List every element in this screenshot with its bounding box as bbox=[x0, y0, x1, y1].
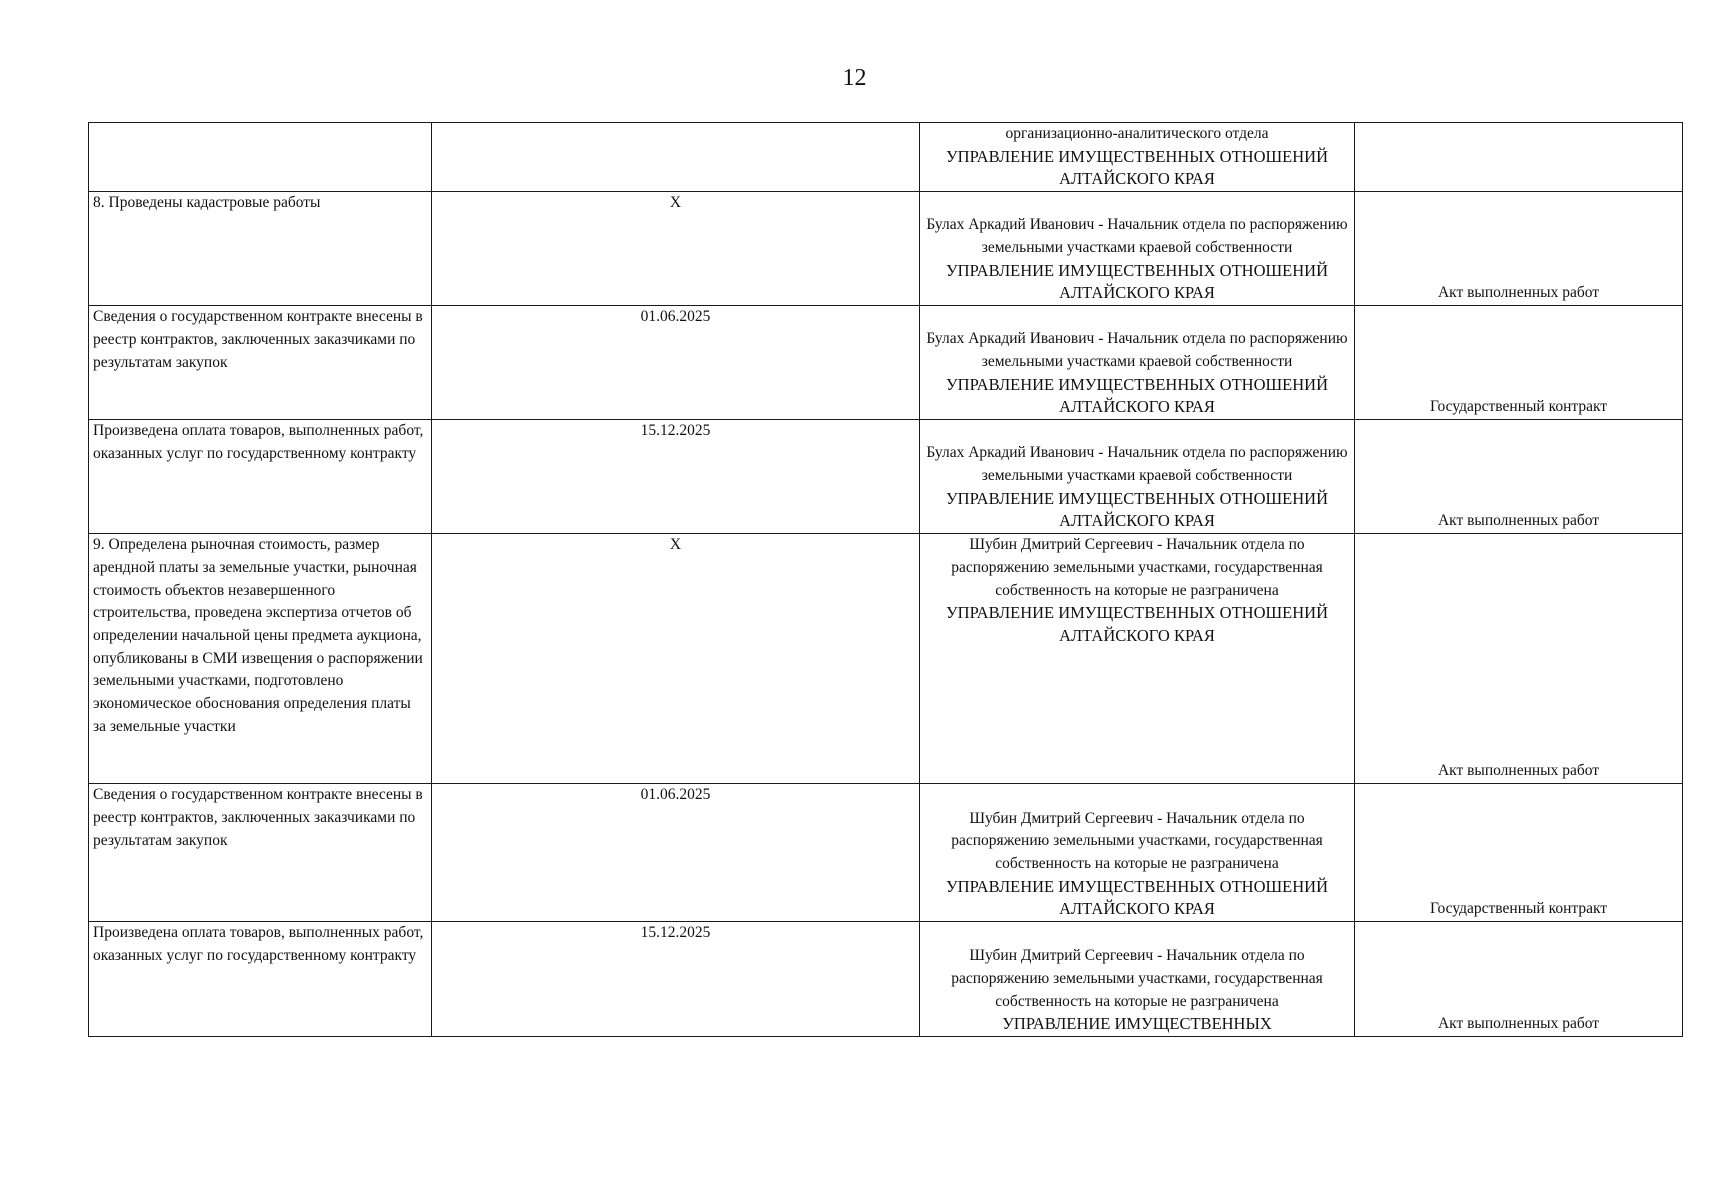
document-cell bbox=[1355, 784, 1683, 922]
date-cell bbox=[432, 922, 920, 1037]
date-cell bbox=[432, 534, 920, 784]
date-text: 15.12.2025 bbox=[640, 924, 711, 942]
document-text: Акт выполненных работ bbox=[1437, 284, 1600, 302]
responsible-cell bbox=[920, 123, 1355, 192]
date-text: X bbox=[669, 536, 682, 554]
responsible-person: Булах Аркадий Иванович - Начальник отдела по распоряжению земельными участками краевой собственности bbox=[926, 216, 1348, 256]
event-cell bbox=[89, 420, 432, 534]
responsible-cell bbox=[920, 192, 1355, 306]
responsible-person: Шубин Дмитрий Сергеевич - Начальник отдела по распоряжению земельными участками, государственная собственность на которые не разграничена bbox=[951, 536, 1323, 599]
report-table bbox=[88, 122, 1683, 1037]
responsible-org: УПРАВЛЕНИЕ ИМУЩЕСТВЕННЫХ ОТНОШЕНИЙ АЛТАЙСКОГО КРАЯ bbox=[946, 260, 1328, 303]
table-row bbox=[89, 123, 1683, 192]
table-row bbox=[89, 922, 1683, 1037]
event-cell bbox=[89, 784, 432, 922]
event-cell bbox=[89, 922, 432, 1037]
document-text: Акт выполненных работ bbox=[1437, 1015, 1600, 1033]
document-cell bbox=[1355, 534, 1683, 784]
document-text: Акт выполненных работ bbox=[1437, 762, 1600, 780]
responsible-org: УПРАВЛЕНИЕ ИМУЩЕСТВЕННЫХ ОТНОШЕНИЙ АЛТАЙСКОГО КРАЯ bbox=[946, 146, 1328, 189]
date-cell bbox=[432, 123, 920, 192]
event-text: Сведения о государственном контракте внесены в реестр контрактов, заключенных заказчиками по результатам закупок bbox=[93, 308, 423, 371]
responsible-person: Булах Аркадий Иванович - Начальник отдела по распоряжению земельными участками краевой собственности bbox=[926, 330, 1348, 370]
event-text: Сведения о государственном контракте внесены в реестр контрактов, заключенных заказчиками по результатам закупок bbox=[93, 786, 423, 849]
date-text: 01.06.2025 bbox=[640, 308, 711, 326]
date-cell bbox=[432, 784, 920, 922]
document-cell bbox=[1355, 306, 1683, 420]
responsible-org: УПРАВЛЕНИЕ ИМУЩЕСТВЕННЫХ ОТНОШЕНИЙ АЛТАЙСКОГО КРАЯ bbox=[946, 876, 1328, 919]
event-cell bbox=[89, 534, 432, 784]
event-cell bbox=[89, 123, 432, 192]
document-cell bbox=[1355, 123, 1683, 192]
event-text: 9. Определена рыночная стоимость, размер арендной платы за земельные участки, рыночная стоимость объектов незавершенного строительства, проведена экспертиза отчетов об определении начальной цены предмета аукциона, опубликованы в СМИ извещения о распоряжении земельными участками, подготовлено экономическое обоснования определения платы за земельные участки bbox=[93, 536, 423, 735]
table-row bbox=[89, 534, 1683, 784]
responsible-person: Шубин Дмитрий Сергеевич - Начальник отдела по распоряжению земельными участками, государственная собственность на которые не разграничена bbox=[951, 947, 1323, 1010]
page-number: 12 bbox=[842, 65, 867, 91]
document-cell bbox=[1355, 420, 1683, 534]
responsible-cell bbox=[920, 420, 1355, 534]
event-text: Произведена оплата товаров, выполненных работ, оказанных услуг по государственному контракту bbox=[93, 422, 424, 462]
responsible-cell bbox=[920, 306, 1355, 420]
date-text: 01.06.2025 bbox=[640, 786, 711, 804]
date-cell bbox=[432, 192, 920, 306]
document-cell bbox=[1355, 922, 1683, 1037]
responsible-org: УПРАВЛЕНИЕ ИМУЩЕСТВЕННЫХ ОТНОШЕНИЙ АЛТАЙСКОГО КРАЯ bbox=[946, 488, 1328, 531]
document-text: Акт выполненных работ bbox=[1437, 512, 1600, 530]
table-row bbox=[89, 192, 1683, 306]
document-text: Государственный контракт bbox=[1429, 398, 1608, 416]
responsible-org: УПРАВЛЕНИЕ ИМУЩЕСТВЕННЫХ ОТНОШЕНИЙ АЛТАЙСКОГО КРАЯ bbox=[946, 603, 1328, 645]
table-row bbox=[89, 420, 1683, 534]
date-text: 15.12.2025 bbox=[640, 422, 711, 440]
responsible-cell bbox=[920, 534, 1355, 784]
date-text: X bbox=[669, 194, 682, 212]
table-row bbox=[89, 306, 1683, 420]
event-cell bbox=[89, 306, 432, 420]
responsible-org: УПРАВЛЕНИЕ ИМУЩЕСТВЕННЫХ ОТНОШЕНИЙ АЛТАЙСКОГО КРАЯ bbox=[946, 374, 1328, 417]
responsible-person: Булах Аркадий Иванович - Начальник отдела по распоряжению земельными участками краевой собственности bbox=[926, 444, 1348, 484]
document-text: Государственный контракт bbox=[1429, 900, 1608, 918]
event-cell bbox=[89, 192, 432, 306]
responsible-person: организационно-аналитического отдела bbox=[1005, 125, 1269, 142]
date-cell bbox=[432, 306, 920, 420]
date-cell bbox=[432, 420, 920, 534]
responsible-cell bbox=[920, 922, 1355, 1037]
table-row bbox=[89, 784, 1683, 922]
responsible-org: УПРАВЛЕНИЕ ИМУЩЕСТВЕННЫХ bbox=[1002, 1014, 1272, 1034]
responsible-cell bbox=[920, 784, 1355, 922]
event-text: 8. Проведены кадастровые работы bbox=[93, 194, 321, 212]
responsible-person: Шубин Дмитрий Сергеевич - Начальник отдела по распоряжению земельными участками, государственная собственность на которые не разграничена bbox=[951, 809, 1323, 872]
event-text: Произведена оплата товаров, выполненных работ, оказанных услуг по государственному контракту bbox=[93, 924, 424, 964]
document-cell bbox=[1355, 192, 1683, 306]
